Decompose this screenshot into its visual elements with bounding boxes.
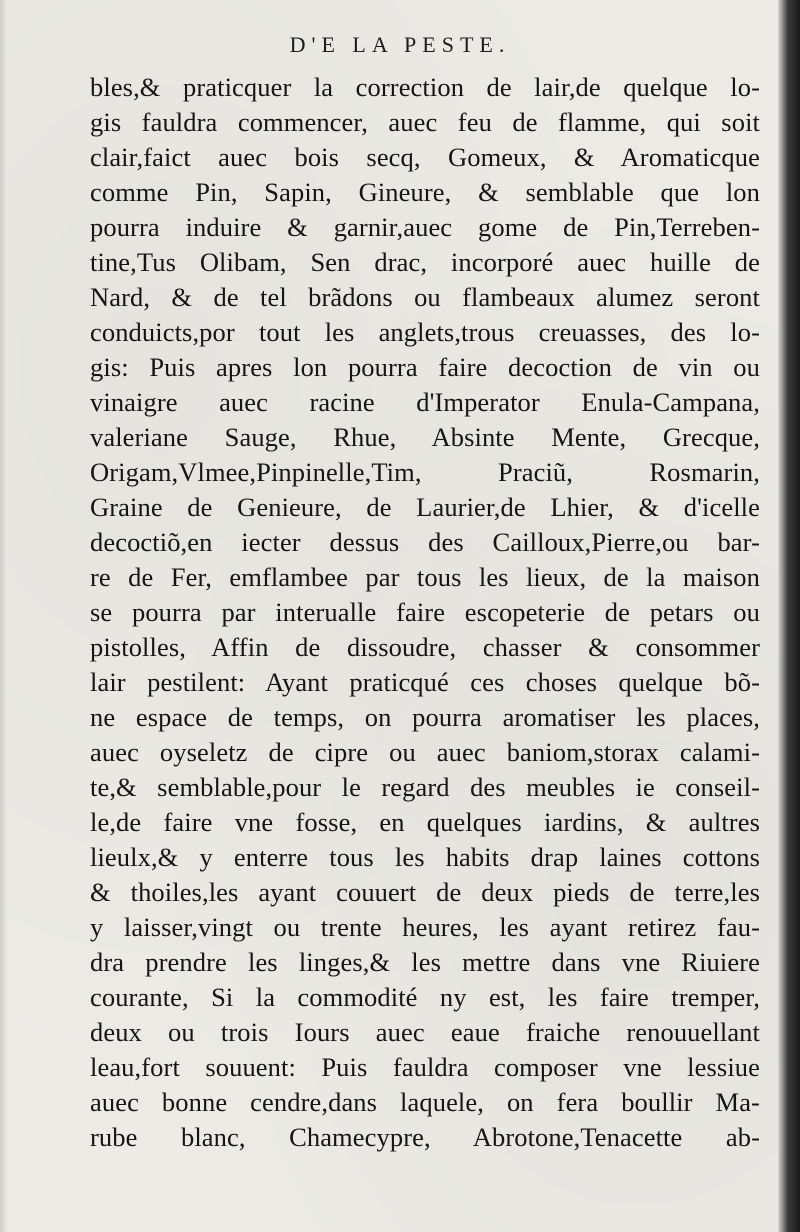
text-line: y laisser,vingt ou trente heures, les ayant retirez fau- <box>90 912 760 942</box>
text-line: pistolles, Affin de dissoudre, chasser & consommer <box>90 632 760 662</box>
text-line: dra prendre les linges,& les mettre dans vne Riuiere <box>90 947 760 977</box>
text-line: lair pestilent: Ayant praticqué ces choses quelque bõ- <box>90 667 760 697</box>
text-line: decoctiõ,en iecter dessus des Cailloux,Pierre,ou bar- <box>90 527 760 557</box>
page-left-edge <box>0 0 8 1232</box>
text-line: valeriane Sauge, Rhue, Absinte Mente, Grecque, <box>90 422 760 452</box>
text-line: pourra induire & garnir,auec gome de Pin,Terreben- <box>90 212 760 242</box>
text-line: ne espace de temps, on pourra aromatiser les places, <box>90 702 760 732</box>
text-line: bles,& praticquer la correction de lair,de quelque lo- <box>90 72 760 102</box>
body-text <box>90 70 760 1155</box>
text-line: se pourra par interualle faire escopeterie de petars ou <box>90 597 760 627</box>
text-line: le,de faire vne fosse, en quelques iardins, & aultres <box>90 807 760 837</box>
text-line: gis fauldra commencer, auec feu de flamme, qui soit <box>90 107 760 137</box>
text-line: auec oyseletz de cipre ou auec baniom,storax calami- <box>90 737 760 767</box>
text-line: vinaigre auec racine d'Imperator Enula-Campana, <box>90 387 760 417</box>
text-line: re de Fer, emflambee par tous les lieux, de la maison <box>90 562 760 592</box>
text-line: tine,Tus Olibam, Sen drac, incorporé auec huille de <box>90 247 760 277</box>
text-line: lieulx,& y enterre tous les habits drap laines cottons <box>90 842 760 872</box>
text-line: conduicts,por tout les anglets,trous creuasses, des lo- <box>90 317 760 347</box>
text-line: & thoiles,les ayant couuert de deux pieds de terre,les <box>90 877 760 907</box>
page-gutter-shadow <box>778 0 800 1232</box>
text-line: Nard, & de tel brãdons ou flambeaux alumez seront <box>90 282 760 312</box>
text-line: leau,fort souuent: Puis fauldra composer vne lessiue <box>90 1052 760 1082</box>
text-line: gis: Puis apres lon pourra faire decoction de vin ou <box>90 352 760 382</box>
text-line: clair,faict auec bois secq, Gomeux, & Aromaticque <box>90 142 760 172</box>
text-line: courante, Si la commodité ny est, les faire tremper, <box>90 982 760 1012</box>
text-line: comme Pin, Sapin, Gineure, & semblable que lon <box>90 177 760 207</box>
text-line: Graine de Genieure, de Laurier,de Lhier, & d'icelle <box>90 492 760 522</box>
text-line: deux ou trois Iours auec eaue fraiche renouuellant <box>90 1017 760 1047</box>
text-line: Origam,Vlmee,Pinpinelle,Tim, Praciũ, Rosmarin, <box>90 457 760 487</box>
text-line: te,& semblable,pour le regard des meubles ie conseil- <box>90 772 760 802</box>
running-head: D'E LA PESTE. <box>289 32 511 57</box>
text-line: auec bonne cendre,dans laquele, on fera boullir Ma- <box>90 1087 760 1117</box>
text-line: rube blanc, Chamecypre, Abrotone,Tenacette ab- <box>90 1122 760 1152</box>
